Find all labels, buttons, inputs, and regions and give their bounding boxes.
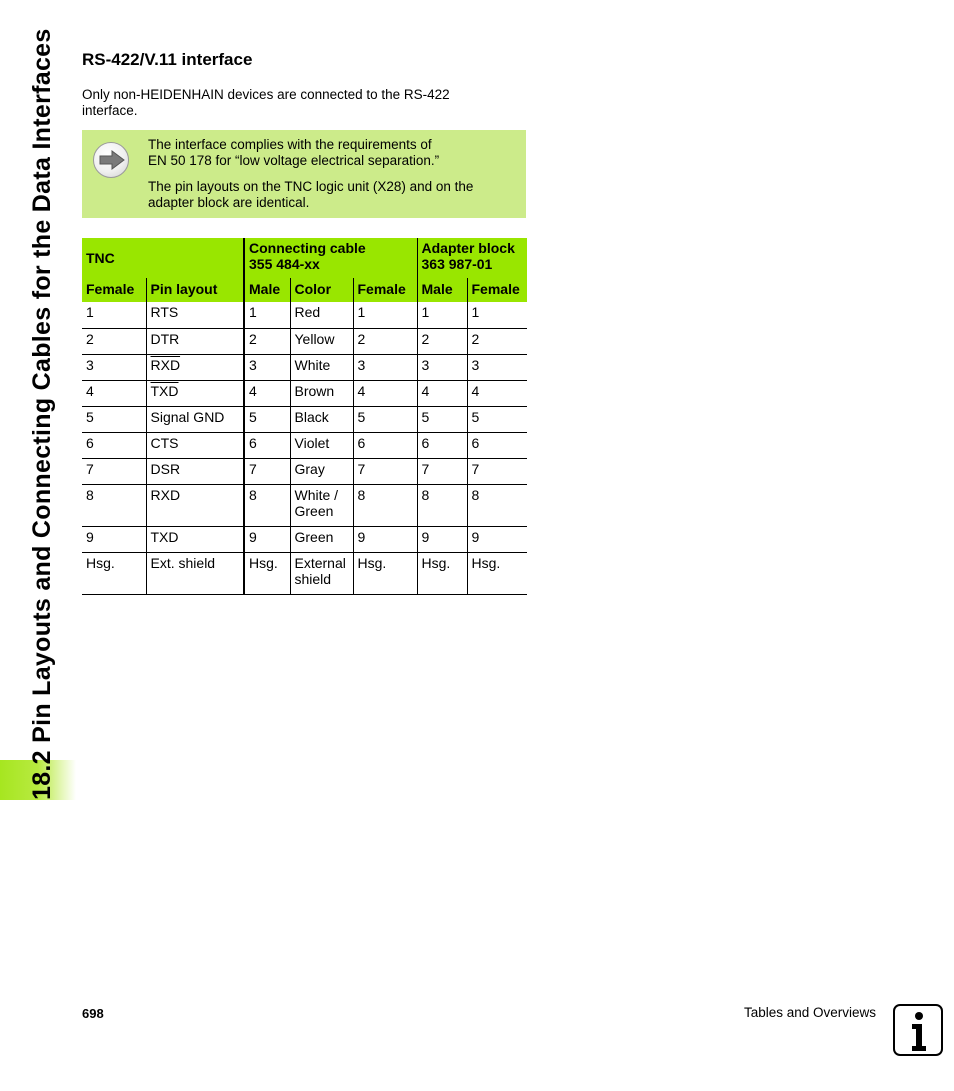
table-cell: 7 (82, 458, 146, 484)
table-cell: 7 (244, 458, 290, 484)
cable-header-line-2: 355 484-xx (249, 256, 320, 272)
note-paragraph-2: The pin layouts on the TNC logic unit (X28) and on the adapter block are identical. (148, 179, 474, 210)
table-cell: 4 (417, 380, 467, 406)
table-cell: 4 (467, 380, 527, 406)
inverted-signal-label: $\overline{RXD}$ (150, 356, 181, 373)
table-cell: 4 (82, 380, 146, 406)
table-cell: 6 (467, 432, 527, 458)
table-cell: 4 (353, 380, 417, 406)
inverted-signal-label: $\overline{TXD}$ (150, 382, 179, 399)
adapter-header-line-1: Adapter block (421, 240, 515, 256)
note-line-1: The interface complies with the requirements of (148, 137, 432, 152)
table-cell: 6 (82, 432, 146, 458)
table-cell: 4 (244, 380, 290, 406)
table-row (82, 526, 527, 552)
note-line-2: EN 50 178 for “low voltage electrical separation.” (148, 153, 440, 168)
table-cell: 5 (82, 406, 146, 432)
page-number: 698 (82, 1006, 104, 1021)
table-cell: 6 (417, 432, 467, 458)
table-cell: DTR (146, 328, 244, 354)
info-icon (893, 1004, 943, 1056)
group-header-adapter (417, 238, 527, 278)
table-row (82, 552, 527, 594)
column-header: Female (82, 278, 146, 302)
table-cell: Brown (290, 380, 353, 406)
table-cell: 2 (467, 328, 527, 354)
table-cell: 2 (417, 328, 467, 354)
table-cell: Black (290, 406, 353, 432)
table-cell: Signal GND (146, 406, 244, 432)
column-header: Female (353, 278, 417, 302)
table-cell: Ext. shield (146, 552, 244, 594)
table-cell: Hsg. (417, 552, 467, 594)
table-cell: Hsg. (244, 552, 290, 594)
column-header: Male (417, 278, 467, 302)
table-cell: White / Green (290, 484, 353, 526)
table-cell: DSR (146, 458, 244, 484)
table-cell: 9 (244, 526, 290, 552)
table-cell: Hsg. (467, 552, 527, 594)
section-title: RS-422/V.11 interface (82, 50, 253, 69)
table-cell: 9 (353, 526, 417, 552)
note-text (148, 137, 518, 211)
table-cell: 7 (467, 458, 527, 484)
table-cell: 3 (82, 354, 146, 380)
table-cell: 3 (353, 354, 417, 380)
table-cell: 3 (467, 354, 527, 380)
table-cell: 1 (467, 302, 527, 328)
cable-header-line-1: Connecting cable (249, 240, 366, 256)
table-cell: 8 (82, 484, 146, 526)
chapter-side-title: 18.2 Pin Layouts and Connecting Cables for the Data Interfaces (28, 28, 56, 800)
table-cell: 1 (244, 302, 290, 328)
arrow-right-icon (93, 142, 129, 178)
footer-chapter-title: Tables and Overviews (744, 1005, 877, 1020)
table-cell: 2 (244, 328, 290, 354)
table-cell: 8 (417, 484, 467, 526)
column-header: Pin layout (146, 278, 244, 302)
table-cell: 5 (417, 406, 467, 432)
table-cell: CTS (146, 432, 244, 458)
pin-layout-table (82, 238, 527, 595)
table-cell: 9 (82, 526, 146, 552)
table-cell: Hsg. (82, 552, 146, 594)
table-cell: Hsg. (353, 552, 417, 594)
table-row (82, 484, 527, 526)
table-cell: 2 (82, 328, 146, 354)
info-icon-dot (915, 1012, 923, 1020)
table-cell (146, 380, 244, 406)
table-row (82, 458, 527, 484)
column-header: Female (467, 278, 527, 302)
table-cell: 5 (244, 406, 290, 432)
table-cell: 6 (244, 432, 290, 458)
table-cell: 8 (353, 484, 417, 526)
table-cell: 1 (417, 302, 467, 328)
table-cell: White (290, 354, 353, 380)
table-cell: Gray (290, 458, 353, 484)
table-row (82, 406, 527, 432)
table-cell: 6 (353, 432, 417, 458)
table-cell: 3 (417, 354, 467, 380)
group-header-tnc: TNC (82, 238, 244, 278)
table-cell: Green (290, 526, 353, 552)
table-row (82, 380, 527, 406)
info-icon-stem (910, 1024, 928, 1051)
table-cell: Red (290, 302, 353, 328)
table-cell: External shield (290, 552, 353, 594)
group-header-cable (244, 238, 417, 278)
table-cell: Yellow (290, 328, 353, 354)
note-box (82, 130, 526, 218)
adapter-header-line-2: 363 987-01 (421, 256, 493, 272)
table-cell: 9 (467, 526, 527, 552)
table-cell: 7 (417, 458, 467, 484)
table-row (82, 328, 527, 354)
table-cell: 3 (244, 354, 290, 380)
table-cell: 1 (82, 302, 146, 328)
table-cell: Violet (290, 432, 353, 458)
table-row (82, 354, 527, 380)
table-cell: RTS (146, 302, 244, 328)
table-cell: 8 (467, 484, 527, 526)
table-cell: 5 (467, 406, 527, 432)
table-cell: 2 (353, 328, 417, 354)
table-cell: 5 (353, 406, 417, 432)
table-row (82, 302, 527, 328)
column-header: Color (290, 278, 353, 302)
table-cell: 8 (244, 484, 290, 526)
column-header: Male (244, 278, 290, 302)
table-cell: 1 (353, 302, 417, 328)
table-cell: TXD (146, 526, 244, 552)
note-paragraph-1 (148, 137, 518, 169)
table-cell: 7 (353, 458, 417, 484)
table-cell: 9 (417, 526, 467, 552)
table-row (82, 432, 527, 458)
table-cell (146, 354, 244, 380)
table-cell: RXD (146, 484, 244, 526)
intro-paragraph: Only non-HEIDENHAIN devices are connected to the RS-422 interface. (82, 87, 450, 118)
